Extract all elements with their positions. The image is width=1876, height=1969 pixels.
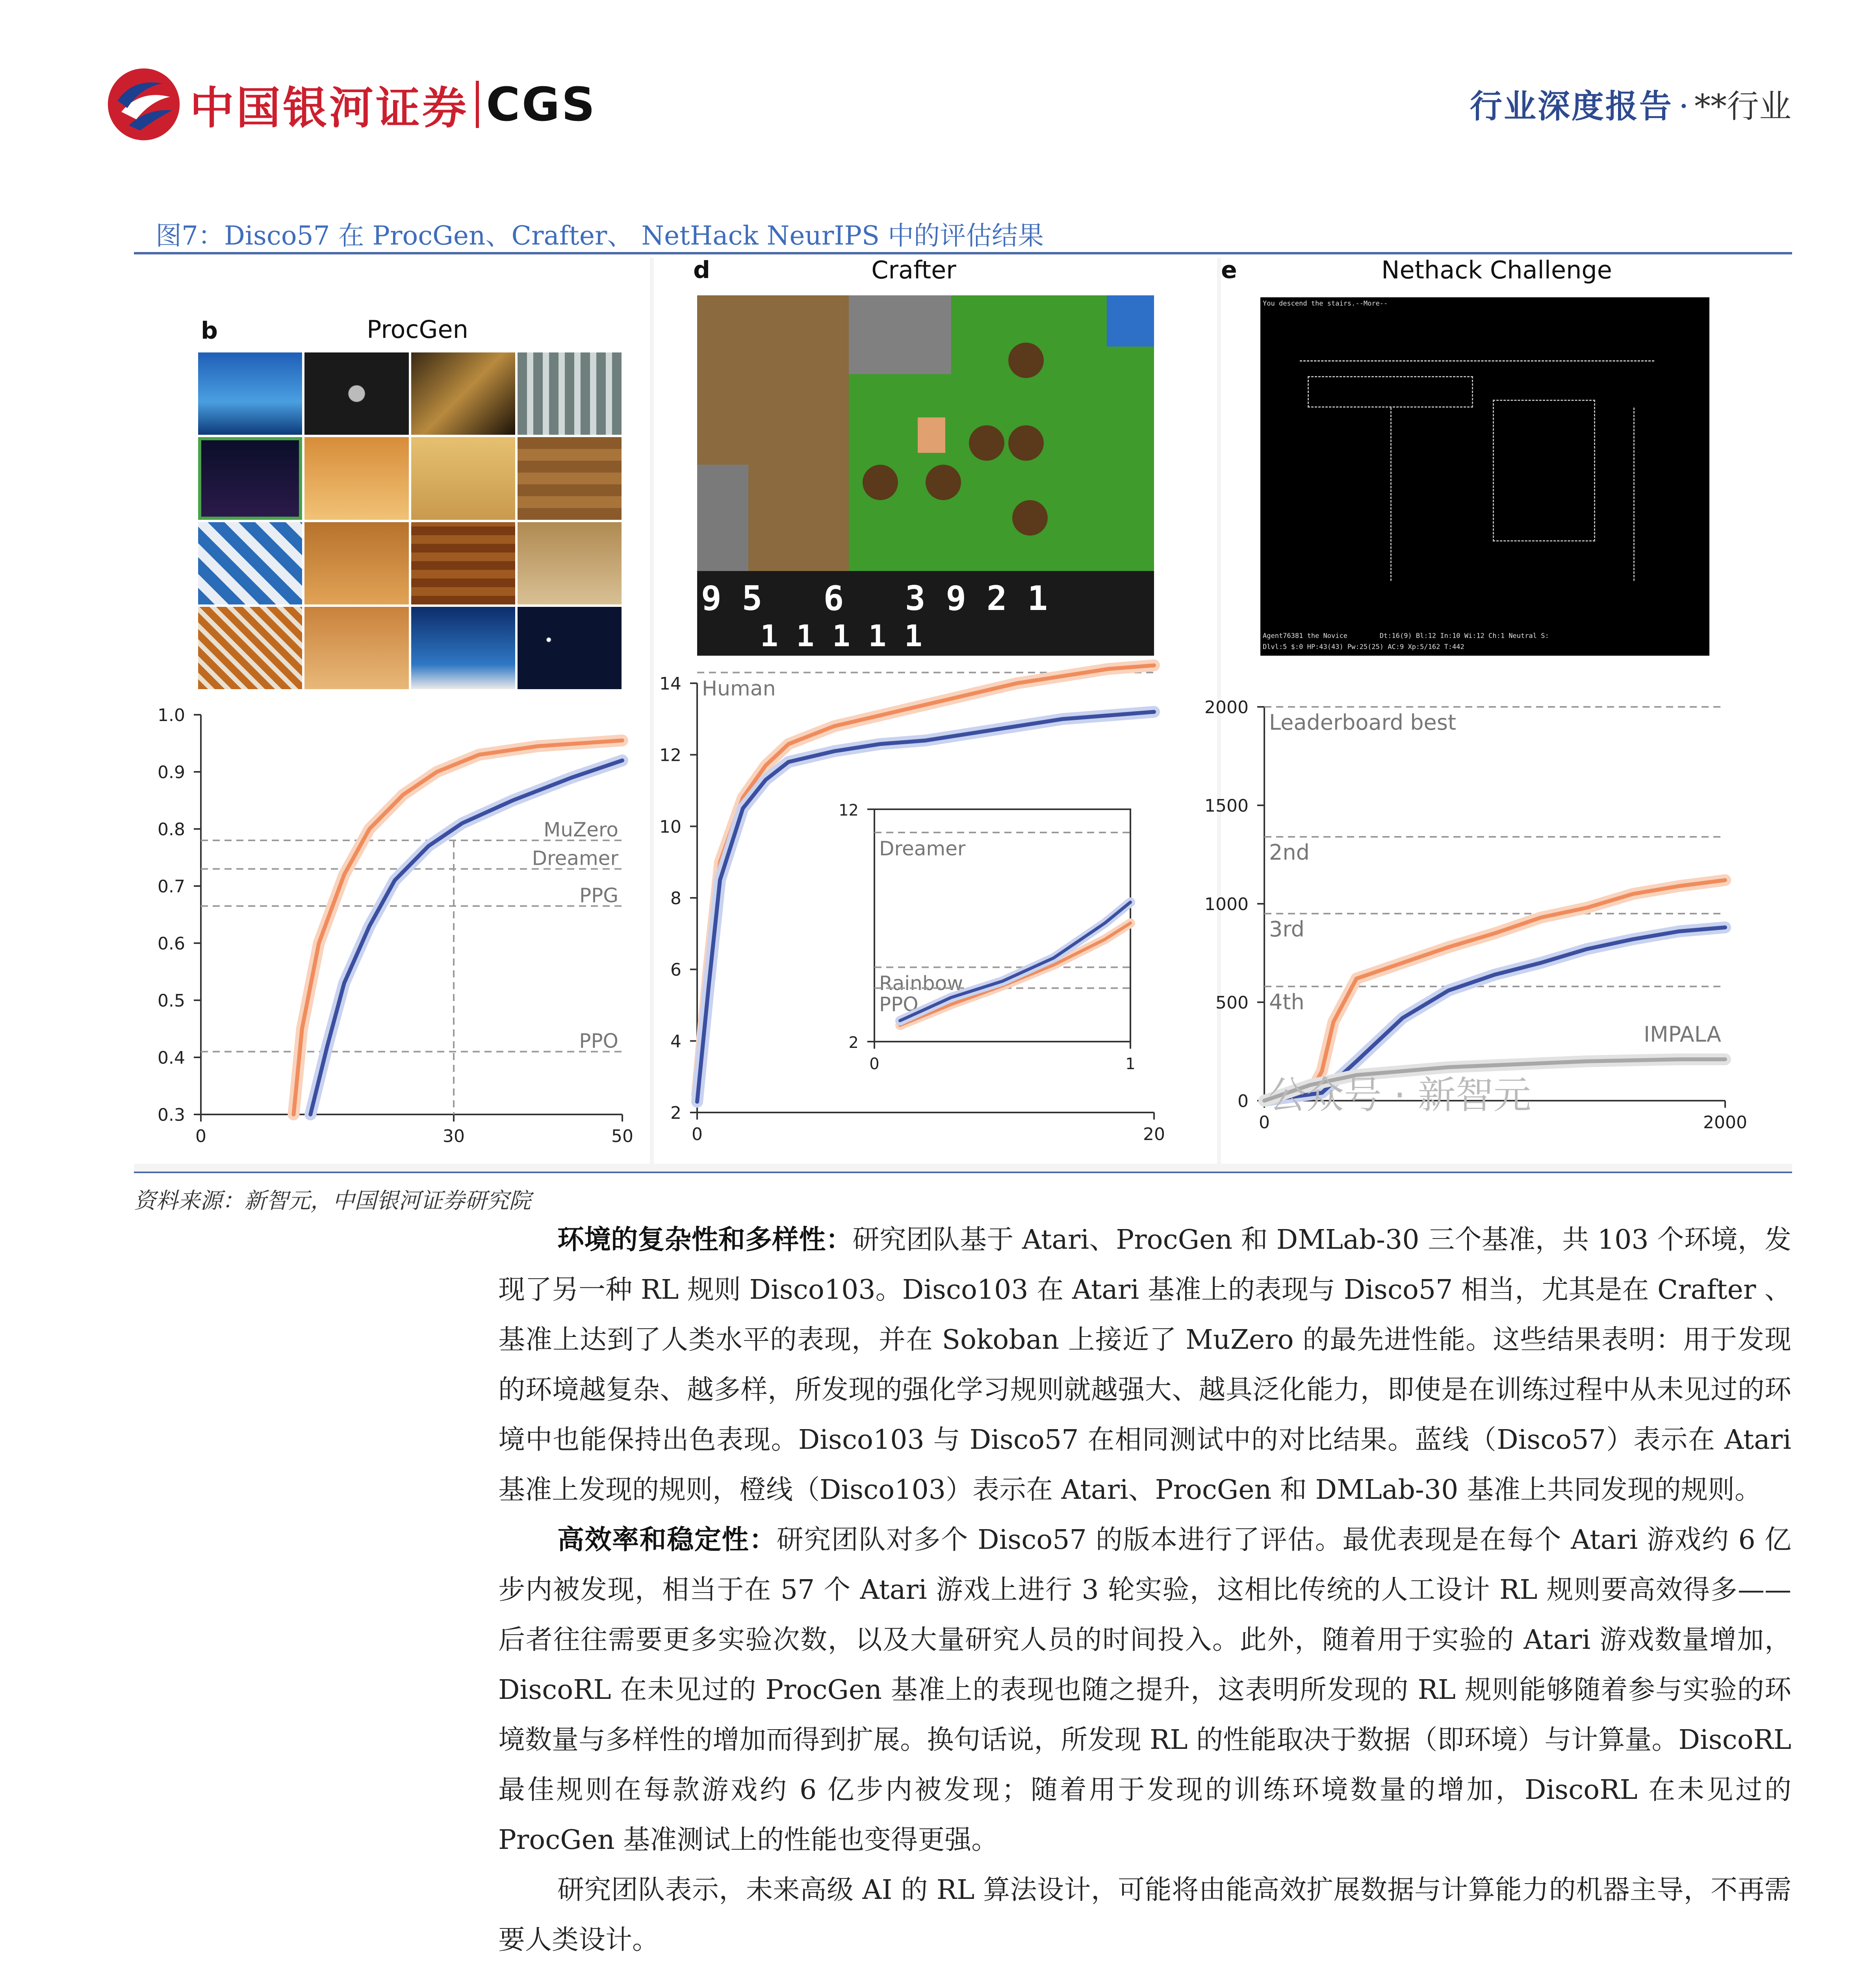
- crafter-inset-plot: [839, 801, 1136, 1073]
- x-tick-label: 0: [869, 1055, 880, 1073]
- nethack-status-line-1: Agent76381 the Novice Dt:16(9) Bl:12 In:10 Wi:12 Ch:1 Neutral S:: [1263, 632, 1549, 640]
- procgen-plot: [158, 705, 633, 1146]
- nethack-status-line-2: Dlvl:5 $:0 HP:43(43) Pw:25(25) AC:9 Xp:5/162 T:442: [1263, 643, 1464, 651]
- paragraph-conclusion: 研究团队表示，未来高级 AI 的 RL 算法设计，可能将由能高效扩展数据与计算能力的机器主导，不再需要人类设计。: [498, 1874, 1791, 1956]
- procgen-title: ProcGen: [367, 315, 468, 344]
- x-tick-label: 0: [195, 1126, 206, 1146]
- reference-label: 4th: [1269, 990, 1304, 1014]
- y-tick-label: 6: [670, 960, 681, 980]
- y-tick-label: 1.0: [158, 705, 185, 725]
- y-tick-label: 0.5: [158, 991, 185, 1011]
- x-tick-label: 30: [443, 1126, 465, 1146]
- y-tick-label: 10: [659, 817, 681, 837]
- x-tick-label: 50: [611, 1126, 633, 1146]
- panel-procgen: [134, 258, 650, 1164]
- figure-title: 图7：Disco57 在 ProcGen、Crafter、 NetHack NeurIPS 中的评估结果: [156, 221, 1044, 251]
- y-tick-label: 0: [1238, 1091, 1249, 1111]
- procgen-chart: [134, 258, 650, 1164]
- crafter-inventory-row2: 1 1 1 1 1: [760, 618, 922, 653]
- series-label: IMPALA: [1644, 1022, 1721, 1047]
- report-type: 行业深度报告: [1470, 87, 1673, 125]
- y-tick-label: 2: [848, 1034, 859, 1052]
- paragraph-efficiency: [498, 1515, 1791, 1865]
- header-dot: ·: [1678, 88, 1689, 125]
- x-tick-label: 0: [692, 1124, 703, 1144]
- logo-separator: [476, 81, 479, 128]
- series-line-orange: [293, 740, 622, 1114]
- figure-image: [134, 258, 1792, 1174]
- crafter-inventory-row1: 9 5 6 3 9 2 1: [701, 579, 1048, 618]
- series-band-blue: [310, 760, 622, 1114]
- reference-label: MuZero: [544, 818, 618, 841]
- y-tick-label: 2: [670, 1103, 681, 1123]
- y-tick-label: 0.6: [158, 934, 185, 954]
- y-tick-label: 1500: [1204, 796, 1249, 816]
- x-tick-label: 0: [1259, 1112, 1270, 1133]
- x-tick-label: 1: [1125, 1055, 1136, 1073]
- reference-label: Dreamer: [879, 837, 966, 860]
- crafter-title: Crafter: [871, 256, 956, 284]
- paragraph-lead: 高效率和稳定性：: [557, 1524, 777, 1556]
- reference-label: PPG: [579, 884, 618, 907]
- paragraph-text: 研究团队对多个 Disco57 的版本进行了评估。最优表现是在每个 Atari 游戏约 6 亿步内被发现，相当于在 57 个 Atari 游戏上进行 3 轮实验，这相比传统的人工设计 RL 规则要高效得多——后者往往需要更多实验次数，以及大量研究人员的时间投入。此外，随着用于实验的 Atari 游戏数量增加，DiscoRL 在未见过的 ProcGen 基准上的表现也随之提升，这表明所发现的 RL 规则能够随着参与实验的环境数量与多样性的增加而得到扩展。换句话说，所发现 RL 的性能取决于数据（即环境）与计算量。DiscoRL 最佳规则在每款游戏约 6 亿步内被发现；随着用于发现的训练环境数量的增加，DiscoRL 在未见过的 ProcGen 基准测试上的性能也变得更强。: [498, 1524, 1791, 1856]
- y-tick-label: 4: [670, 1031, 681, 1052]
- reference-label: PPO: [879, 993, 919, 1016]
- y-tick-label: 0.7: [158, 877, 185, 897]
- figure-top-rule: [134, 252, 1792, 254]
- y-tick-label: 12: [839, 801, 859, 819]
- reference-label: Dreamer: [532, 847, 618, 870]
- reference-label: PPO: [579, 1029, 618, 1053]
- industry-name: **行业: [1694, 88, 1791, 125]
- reference-label: Human: [702, 677, 776, 701]
- reference-label: 2nd: [1269, 840, 1310, 865]
- x-tick-label: 20: [1143, 1124, 1165, 1144]
- y-tick-label: 2000: [1204, 697, 1249, 718]
- panel-label-e: e: [1221, 256, 1237, 284]
- figure-source: 资料来源：新智元，中国银河证券研究院: [134, 1188, 531, 1214]
- series-line-blue: [310, 760, 622, 1114]
- panel-crafter: [654, 258, 1217, 1164]
- reference-label: Rainbow: [879, 972, 963, 995]
- crafter-chart: [654, 258, 1217, 1164]
- y-tick-label: 14: [659, 674, 681, 694]
- panel-label-b: b: [201, 317, 218, 345]
- nethack-title: Nethack Challenge: [1381, 256, 1612, 284]
- panel-label-d: d: [693, 256, 710, 284]
- brand-logo: [106, 67, 610, 142]
- y-tick-label: 0.3: [158, 1105, 185, 1125]
- cgs-logo-icon: [106, 67, 181, 142]
- panel-nethack: [1204, 256, 1792, 1164]
- y-tick-label: 8: [670, 888, 681, 908]
- logo-english-text: CGS: [486, 77, 597, 132]
- y-tick-label: 0.9: [158, 762, 185, 782]
- series-band-orange: [293, 740, 622, 1114]
- paragraph-text: 研究团队基于 Atari、ProcGen 和 DMLab-30 三个基准，共 103 个环境，发现了另一种 RL 规则 Disco103。Disco103 在 Atari 基准上的表现与 Disco57 相当，尤其是在 Crafter 、基准上达到了人类水平的表现，并在 Sokoban 上接近了 MuZero 的最先进性能。这些结果表明：用于发现的环境越复杂、越多样，所发现的强化学习规则就越强大、越具泛化能力，即使是在训练过程中从未见过的环境中也能保持出色表现。Disco103 与 Disco57 在相同测试中的对比结果。蓝线（Disco57）表示在 Atari 基准上发现的规则，橙线（Disco103）表示在 Atari、ProcGen 和 DMLab-30 基准上共同发现的规则。: [498, 1224, 1791, 1505]
- watermark: 公众号 · 新智元: [1268, 1073, 1531, 1117]
- y-tick-label: 1000: [1204, 894, 1249, 914]
- paragraph-complexity: [498, 1215, 1791, 1515]
- reference-label: Leaderboard best: [1269, 710, 1457, 735]
- reference-label: 3rd: [1269, 917, 1304, 942]
- y-tick-label: 0.8: [158, 819, 185, 840]
- y-tick-label: 500: [1215, 993, 1249, 1013]
- x-tick-label: 2000: [1703, 1112, 1747, 1133]
- nethack-message: You descend the stairs.--More--: [1263, 300, 1388, 308]
- nethack-chart: [1204, 258, 1792, 1164]
- y-tick-label: 12: [659, 745, 681, 766]
- paragraph-lead: 环境的复杂性和多样性：: [557, 1224, 853, 1255]
- logo-chinese-text: 中国银河证券: [190, 82, 469, 134]
- report-header: [1470, 81, 1791, 127]
- body-text: [498, 1215, 1791, 1965]
- y-tick-label: 0.4: [158, 1048, 185, 1068]
- figure-bottom-rule: [134, 1172, 1792, 1173]
